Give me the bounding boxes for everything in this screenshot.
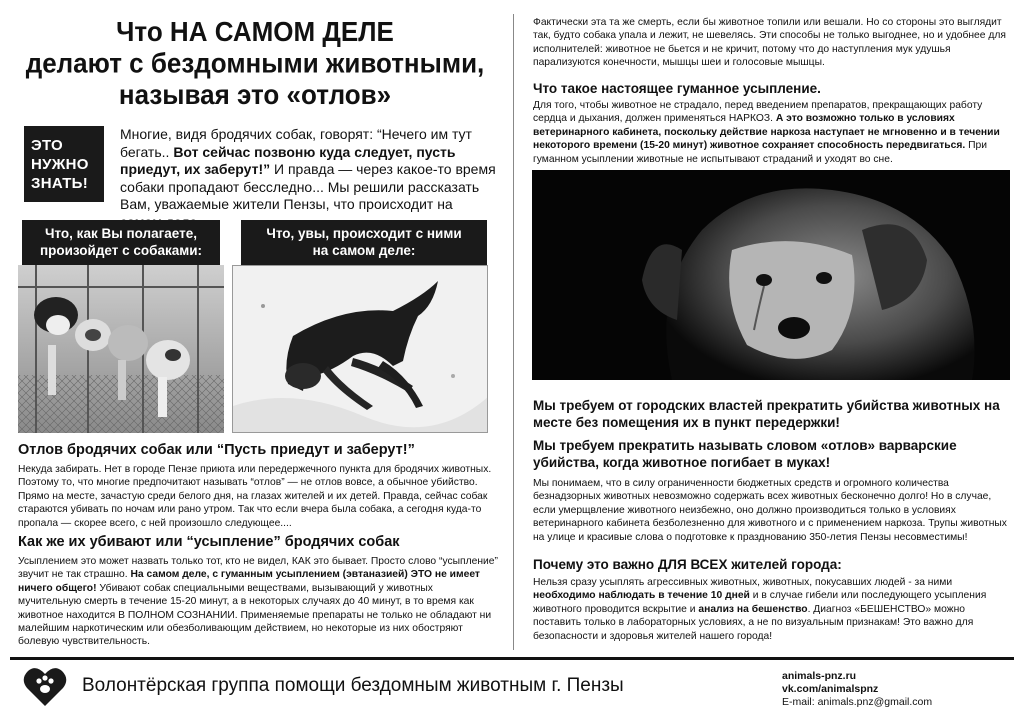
section-humane-text-2: При гуманном усыплении животные не испытывают страданий и уходят во сне. (533, 140, 987, 165)
intro-bold-1: Вот сейчас позвоню куда следует, пусть приедут, их заберут!” (120, 143, 456, 177)
section-important-text-2: и в случае гибели или последующего усыпления животного проводится вскрытие и (533, 590, 987, 615)
vk-link[interactable]: vk.com/animalspnz (782, 683, 879, 695)
section-catching-heading: Отлов бродячих собак или “Пусть приедут и заберут!” (18, 442, 415, 458)
dog-snow-illustration (233, 266, 488, 433)
puppies-cage-photo (18, 265, 224, 433)
puppies-cage-illustration (18, 265, 224, 433)
sad-dog-illustration (532, 170, 1010, 380)
section-humane-bold: А это возможно только в условиях ветеринарного кабинета, поскольку действие наркоза наступает не мгновенно и в течении некоторого времени (15-20 минут) животное сохраняет способность передвигаться. (533, 113, 1000, 152)
intro-text-1: Многие, видя бродячих собак, говорят: “Нечего им тут бегать.. (120, 126, 472, 160)
section-humane-text-1: Для того, чтобы животное не страдало, перед введением препаратов, прекращающих работу сердца и дыхания, должен применяться НАРКОЗ. (533, 100, 983, 125)
caption-right (241, 220, 487, 265)
demand-stop-calling-catching: Мы требуем прекратить называть словом «отлов» варварские убийства, когда животное погибает в муках! (533, 438, 957, 470)
intro-paragraph (120, 126, 496, 231)
demand-stop-killing: Мы требуем от городских властей прекратить убийства животных на месте без помещения их в пункт передержки! (533, 398, 1000, 430)
section-important-text-1: Нельзя сразу усыплять агрессивных животных, животных, покусавших людей - за ними (533, 577, 953, 588)
section-humane-heading: Что такое настоящее гуманное усыпление. (533, 81, 821, 96)
email-link[interactable]: E-mail: animals.pnz@gmail.com (782, 696, 933, 708)
sad-dog-photo (532, 170, 1010, 380)
section-killing-bold: На самом деле, с гуманным усыплением (эвтаназией) ЭТО не имеет ничего общего! (18, 569, 480, 594)
website-link[interactable]: animals-pnz.ru (782, 670, 857, 682)
title-line-1: Что НА САМОМ ДЕЛЕ (116, 15, 394, 48)
heart-paw-logo-icon (22, 664, 68, 710)
need-to-know-badge (24, 126, 104, 202)
section-humane-text (533, 99, 1009, 166)
footer-divider (10, 657, 1014, 660)
title-line-2: делают с бездомными животными, (25, 47, 485, 79)
caption-right-line-2: на самом деле: (312, 242, 416, 258)
section-killing-text-1: Усыплением это может назвать только тот, кто не видел, КАК это бывает. Просто слово “усыпление” звучит не так страшно. (18, 556, 498, 581)
section-important-text (533, 576, 1009, 643)
section-killing-heading: Как же их убивают или “усыпление” бродячих собак (18, 534, 400, 550)
section-catching-text: Некуда забирать. Нет в городе Пензе приюта или передержечного пункта для бродячих животных. Поэтому то, что многие предпочитают называть “отлов” — не отлов вовсе, а обычное убийство. Прямо на месте, зачастую среди белого дня, на глазах жителей и их детей. Правда, сейчас собак стараются убивать по ночам или рано утром. Так что если вчера была собака, а сегодня куда-то пропала — скорее всего, с ней произошло следующее.... (18, 464, 492, 529)
contact-block (782, 670, 932, 709)
badge-line-2: НУЖНО (31, 156, 89, 173)
section-important-bold-2: анализ на бешенство (698, 603, 808, 615)
section-killing-text (18, 555, 498, 649)
page-title (20, 16, 490, 111)
caption-left-line-1: Что, как Вы полагаете, (45, 226, 197, 241)
title-line-3: называя это «отлов» (118, 78, 392, 111)
column-divider (513, 14, 514, 650)
badge-line-3: ЗНАТЬ! (31, 175, 89, 192)
section-important-text-3: . Диагноз «БЕШЕНСТВО» можно поставить только в лабораторных условиях, а не по визуальным признакам! Это важно для безопасности и здоровья жителей нашего города! (533, 603, 974, 642)
caption-left (22, 220, 220, 265)
caption-left-line-2: произойдет с собаками: (39, 242, 203, 258)
section-killing-text-2: Убивают собак специальными веществами, вызывающий у животных мучительную смерть в течение 15-20 минут, а в некоторых случаях до 40 минут, в то время как животное находится В ПОЛНОМ СОЗНАНИИ. Применяемые препараты не только не обладают ни малейшим наркотическим или обезболивающим действием, но некоторые из них обостряют болевую чувствительность. (18, 582, 492, 648)
section-important-bold-1: необходимо наблюдать в течение 10 дней (533, 590, 750, 602)
volunteer-group-name: Волонтёрская группа помощи бездомным животным г. Пензы (82, 675, 624, 696)
intro-text-2: И правда — через какое-то время собаки пропадают бесследно... Мы решили рассказать Вам, уважаемые жители Пензы, что происходит на (120, 161, 496, 212)
section-understanding-text: Мы понимаем, что в силу ограниченности бюджетных средств и огромного количества безнадзорных животных невозможно содержать всех животных бесконечно долго! Но в случае, если умерщвление животного неизбежно, оно должно производиться только в условиях ветеринарного кабинета безболезненно для животного и с применением наркоза. Трупы животных на улице и красивые слова о подготовке к празднованию 350-летия Пензы несовместимы! (533, 478, 1007, 543)
badge-line-1: ЭТО (31, 137, 64, 154)
caption-right-line-1: Что, увы, происходит с ними (266, 226, 462, 241)
section-important-heading: Почему это важно ДЛЯ ВСЕХ жителей города: (533, 557, 842, 572)
right-top-paragraph: Фактически эта та же смерть, если бы животное топили или вешали. Но со стороны это выглядит так, будто собака упала и лежит, не шевелясь. Эти способы не только выгоднее, но и удобнее для исполнителей: животное не бьется и не кричит, потому что до наступления мук удушья парализуются конечности, мышцы шеи и голосовые мышцы. (533, 17, 1006, 69)
dead-dog-snow-photo (232, 265, 488, 433)
